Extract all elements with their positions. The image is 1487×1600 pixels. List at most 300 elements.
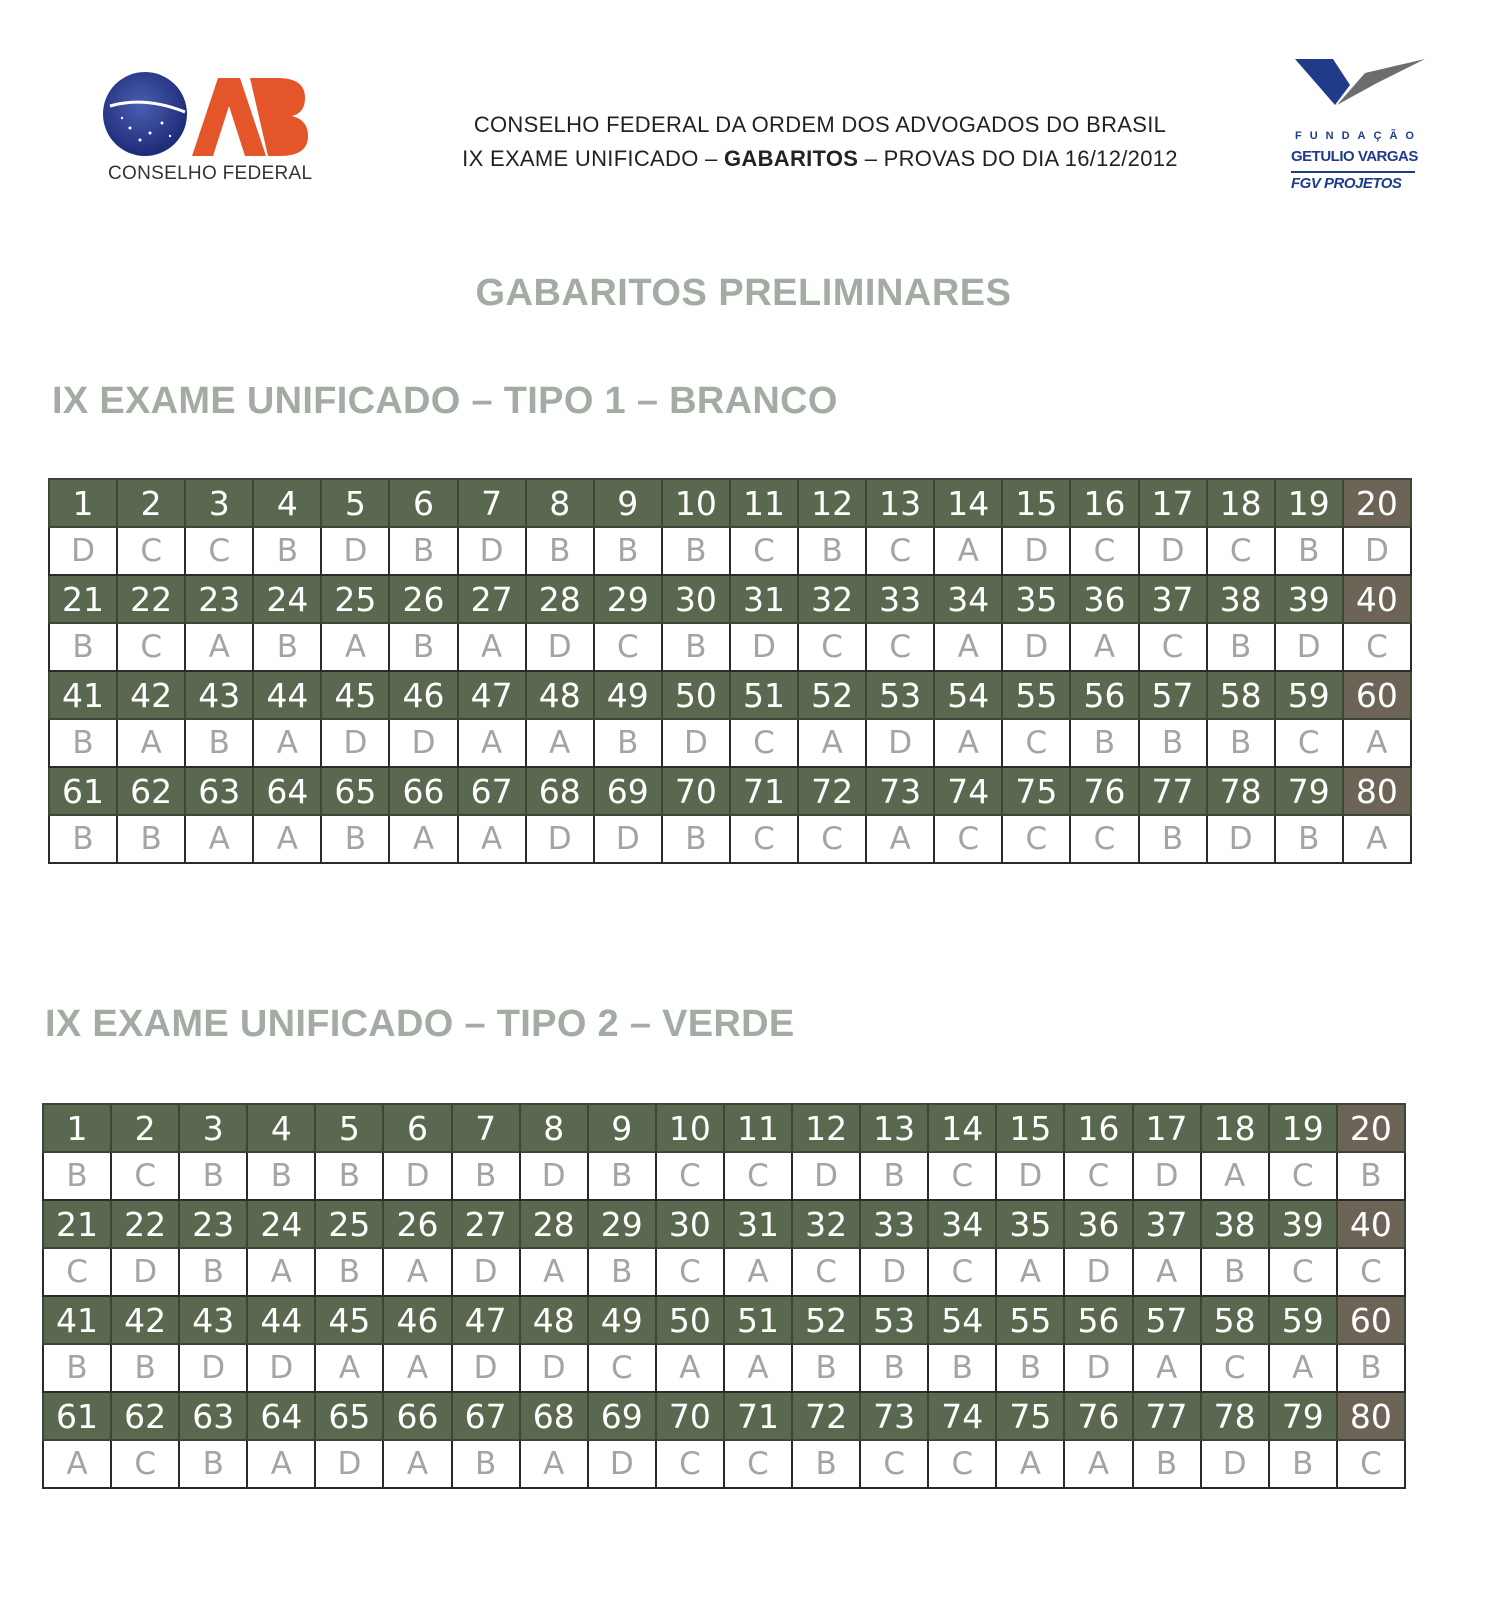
answer-cell: D bbox=[321, 719, 389, 767]
answer-cell: A bbox=[389, 815, 457, 863]
question-number-cell: 78 bbox=[1201, 1392, 1269, 1440]
question-number-cell: 12 bbox=[792, 1104, 860, 1152]
question-number-cell: 1 bbox=[43, 1104, 111, 1152]
answer-cell: A bbox=[43, 1440, 111, 1488]
answer-cell: B bbox=[1139, 815, 1207, 863]
question-number-cell: 49 bbox=[588, 1296, 656, 1344]
question-number-cell: 43 bbox=[179, 1296, 247, 1344]
answer-cell: D bbox=[662, 719, 730, 767]
answer-cell: C bbox=[1002, 719, 1070, 767]
answer-cell: B bbox=[247, 1152, 315, 1200]
answer-cell: B bbox=[321, 815, 389, 863]
question-number-cell: 4 bbox=[253, 479, 321, 527]
question-number-cell: 48 bbox=[526, 671, 594, 719]
answer-cell: A bbox=[934, 719, 1002, 767]
question-number-cell: 6 bbox=[389, 479, 457, 527]
question-number-cell: 28 bbox=[526, 575, 594, 623]
answer-cell: D bbox=[179, 1344, 247, 1392]
question-number-cell: 3 bbox=[185, 479, 253, 527]
answer-cell: B bbox=[185, 719, 253, 767]
question-number-cell: 2 bbox=[117, 479, 185, 527]
question-number-cell: 8 bbox=[520, 1104, 588, 1152]
question-number-cell: 67 bbox=[458, 767, 526, 815]
answer-cell: C bbox=[656, 1248, 724, 1296]
answer-cell: B bbox=[526, 527, 594, 575]
question-number-cell: 23 bbox=[179, 1200, 247, 1248]
question-number-cell: 60 bbox=[1343, 671, 1411, 719]
answer-row bbox=[49, 719, 1411, 767]
question-number-cell: 9 bbox=[588, 1104, 656, 1152]
question-number-cell: 74 bbox=[934, 767, 1002, 815]
answer-cell: A bbox=[1343, 719, 1411, 767]
answer-cell: D bbox=[1002, 623, 1070, 671]
question-number-cell: 63 bbox=[185, 767, 253, 815]
question-number-cell: 51 bbox=[730, 671, 798, 719]
question-number-cell: 47 bbox=[452, 1296, 520, 1344]
answer-cell: B bbox=[860, 1344, 928, 1392]
answer-cell: C bbox=[117, 623, 185, 671]
question-number-row bbox=[43, 1392, 1405, 1440]
oab-logo bbox=[100, 68, 320, 198]
question-number-cell: 29 bbox=[594, 575, 662, 623]
answer-cell: D bbox=[315, 1440, 383, 1488]
question-number-cell: 53 bbox=[860, 1296, 928, 1344]
question-number-row bbox=[43, 1104, 1405, 1152]
answer-cell: D bbox=[1133, 1152, 1201, 1200]
question-number-cell: 65 bbox=[315, 1392, 383, 1440]
answer-cell: A bbox=[117, 719, 185, 767]
answer-cell: B bbox=[1269, 1440, 1337, 1488]
question-number-cell: 80 bbox=[1337, 1392, 1405, 1440]
question-number-row bbox=[43, 1296, 1405, 1344]
question-number-cell: 25 bbox=[315, 1200, 383, 1248]
question-number-cell: 79 bbox=[1269, 1392, 1337, 1440]
question-number-cell: 31 bbox=[724, 1200, 792, 1248]
answer-cell: D bbox=[594, 815, 662, 863]
question-number-cell: 57 bbox=[1133, 1296, 1201, 1344]
question-number-cell: 60 bbox=[1337, 1296, 1405, 1344]
answer-cell: D bbox=[792, 1152, 860, 1200]
question-number-cell: 43 bbox=[185, 671, 253, 719]
answer-cell: C bbox=[1343, 623, 1411, 671]
fgv-logo bbox=[1285, 55, 1445, 205]
answer-cell: D bbox=[389, 719, 457, 767]
question-number-cell: 79 bbox=[1275, 767, 1343, 815]
answer-key-table-tipo-1 bbox=[48, 478, 1412, 864]
question-number-cell: 6 bbox=[383, 1104, 451, 1152]
answer-cell: C bbox=[111, 1152, 179, 1200]
question-number-cell: 56 bbox=[1064, 1296, 1132, 1344]
answer-cell: B bbox=[43, 1344, 111, 1392]
answer-cell: B bbox=[389, 527, 457, 575]
answer-cell: A bbox=[934, 623, 1002, 671]
question-number-cell: 23 bbox=[185, 575, 253, 623]
answer-cell: B bbox=[662, 623, 730, 671]
fgv-line-2: GETULIO VARGAS bbox=[1291, 148, 1418, 165]
answer-cell: A bbox=[315, 1344, 383, 1392]
answer-cell: C bbox=[928, 1248, 996, 1296]
answer-cell: C bbox=[656, 1440, 724, 1488]
question-number-cell: 9 bbox=[594, 479, 662, 527]
question-number-cell: 22 bbox=[117, 575, 185, 623]
answer-cell: B bbox=[49, 815, 117, 863]
answer-cell: B bbox=[798, 527, 866, 575]
question-number-cell: 1 bbox=[49, 479, 117, 527]
question-number-cell: 46 bbox=[383, 1296, 451, 1344]
question-number-cell: 46 bbox=[389, 671, 457, 719]
question-number-cell: 44 bbox=[253, 671, 321, 719]
answer-cell: C bbox=[1064, 1152, 1132, 1200]
answer-cell: B bbox=[1337, 1344, 1405, 1392]
answer-cell: C bbox=[594, 623, 662, 671]
answer-cell: D bbox=[1139, 527, 1207, 575]
answer-cell: A bbox=[185, 623, 253, 671]
answer-cell: C bbox=[860, 1440, 928, 1488]
answer-cell: C bbox=[730, 527, 798, 575]
question-number-cell: 11 bbox=[724, 1104, 792, 1152]
question-number-cell: 52 bbox=[792, 1296, 860, 1344]
answer-cell: D bbox=[526, 815, 594, 863]
answer-cell: A bbox=[526, 719, 594, 767]
answer-cell: D bbox=[452, 1344, 520, 1392]
answer-cell: C bbox=[1275, 719, 1343, 767]
question-number-cell: 24 bbox=[247, 1200, 315, 1248]
question-number-cell: 5 bbox=[315, 1104, 383, 1152]
answer-cell: D bbox=[452, 1248, 520, 1296]
question-number-cell: 30 bbox=[656, 1200, 724, 1248]
question-number-cell: 24 bbox=[253, 575, 321, 623]
fgv-line-3: FGV PROJETOS bbox=[1291, 175, 1402, 192]
answer-cell: A bbox=[656, 1344, 724, 1392]
question-number-cell: 75 bbox=[996, 1392, 1064, 1440]
question-number-cell: 36 bbox=[1064, 1200, 1132, 1248]
page-header bbox=[0, 0, 1487, 230]
answer-cell: B bbox=[179, 1440, 247, 1488]
question-number-cell: 69 bbox=[588, 1392, 656, 1440]
question-number-row bbox=[49, 479, 1411, 527]
answer-cell: D bbox=[866, 719, 934, 767]
question-number-cell: 39 bbox=[1275, 575, 1343, 623]
answer-cell: A bbox=[996, 1248, 1064, 1296]
answer-cell: B bbox=[1275, 527, 1343, 575]
question-number-cell: 68 bbox=[520, 1392, 588, 1440]
question-number-cell: 7 bbox=[452, 1104, 520, 1152]
question-number-cell: 58 bbox=[1201, 1296, 1269, 1344]
answer-cell: D bbox=[383, 1152, 451, 1200]
question-number-cell: 55 bbox=[996, 1296, 1064, 1344]
question-number-cell: 29 bbox=[588, 1200, 656, 1248]
question-number-cell: 51 bbox=[724, 1296, 792, 1344]
answer-cell: C bbox=[588, 1344, 656, 1392]
answer-cell: B bbox=[179, 1152, 247, 1200]
question-number-cell: 19 bbox=[1269, 1104, 1337, 1152]
question-number-cell: 57 bbox=[1139, 671, 1207, 719]
question-number-cell: 71 bbox=[724, 1392, 792, 1440]
question-number-cell: 18 bbox=[1201, 1104, 1269, 1152]
answer-row bbox=[43, 1440, 1405, 1488]
question-number-cell: 21 bbox=[49, 575, 117, 623]
answer-cell: D bbox=[247, 1344, 315, 1392]
answer-cell: A bbox=[253, 815, 321, 863]
answer-cell: D bbox=[526, 623, 594, 671]
answer-cell: A bbox=[724, 1248, 792, 1296]
question-number-cell: 40 bbox=[1343, 575, 1411, 623]
answer-cell: B bbox=[1207, 623, 1275, 671]
question-number-cell: 36 bbox=[1070, 575, 1138, 623]
question-number-cell: 32 bbox=[792, 1200, 860, 1248]
question-number-cell: 54 bbox=[928, 1296, 996, 1344]
question-number-cell: 56 bbox=[1070, 671, 1138, 719]
answer-cell: B bbox=[1070, 719, 1138, 767]
question-number-cell: 22 bbox=[111, 1200, 179, 1248]
answer-cell: D bbox=[1002, 527, 1070, 575]
question-number-cell: 69 bbox=[594, 767, 662, 815]
question-number-cell: 48 bbox=[520, 1296, 588, 1344]
answer-cell: A bbox=[253, 719, 321, 767]
answer-row bbox=[43, 1248, 1405, 1296]
answer-cell: A bbox=[866, 815, 934, 863]
question-number-row bbox=[49, 767, 1411, 815]
question-number-cell: 4 bbox=[247, 1104, 315, 1152]
question-number-cell: 53 bbox=[866, 671, 934, 719]
answer-cell: A bbox=[1343, 815, 1411, 863]
answer-cell: B bbox=[111, 1344, 179, 1392]
fgv-emblem-icon bbox=[1295, 55, 1425, 115]
answer-cell: C bbox=[792, 1248, 860, 1296]
answer-cell: A bbox=[1133, 1248, 1201, 1296]
question-number-cell: 76 bbox=[1070, 767, 1138, 815]
answer-cell: B bbox=[588, 1152, 656, 1200]
answer-cell: C bbox=[798, 623, 866, 671]
question-number-cell: 32 bbox=[798, 575, 866, 623]
answer-cell: B bbox=[49, 623, 117, 671]
question-number-cell: 45 bbox=[321, 671, 389, 719]
answer-cell: B bbox=[996, 1344, 1064, 1392]
answer-cell: B bbox=[792, 1440, 860, 1488]
question-number-cell: 76 bbox=[1064, 1392, 1132, 1440]
answer-cell: C bbox=[1337, 1248, 1405, 1296]
answer-cell: A bbox=[383, 1248, 451, 1296]
answer-cell: A bbox=[383, 1344, 451, 1392]
answer-cell: D bbox=[520, 1152, 588, 1200]
answer-cell: C bbox=[1201, 1344, 1269, 1392]
answer-cell: C bbox=[185, 527, 253, 575]
question-number-cell: 72 bbox=[798, 767, 866, 815]
question-number-cell: 14 bbox=[928, 1104, 996, 1152]
question-number-cell: 61 bbox=[43, 1392, 111, 1440]
question-number-cell: 45 bbox=[315, 1296, 383, 1344]
question-number-cell: 41 bbox=[43, 1296, 111, 1344]
answer-cell: C bbox=[730, 719, 798, 767]
answer-cell: D bbox=[1064, 1248, 1132, 1296]
answer-cell: C bbox=[724, 1440, 792, 1488]
question-number-cell: 68 bbox=[526, 767, 594, 815]
question-number-cell: 64 bbox=[253, 767, 321, 815]
answer-cell: D bbox=[520, 1344, 588, 1392]
oab-emblem-icon bbox=[100, 68, 310, 163]
question-number-cell: 31 bbox=[730, 575, 798, 623]
question-number-cell: 17 bbox=[1133, 1104, 1201, 1152]
question-number-cell: 50 bbox=[656, 1296, 724, 1344]
question-number-cell: 77 bbox=[1139, 767, 1207, 815]
question-number-cell: 20 bbox=[1343, 479, 1411, 527]
answer-cell: A bbox=[798, 719, 866, 767]
question-number-cell: 38 bbox=[1201, 1200, 1269, 1248]
question-number-cell: 47 bbox=[458, 671, 526, 719]
answer-cell: A bbox=[458, 623, 526, 671]
question-number-cell: 50 bbox=[662, 671, 730, 719]
answer-row bbox=[49, 815, 1411, 863]
answer-cell: B bbox=[452, 1152, 520, 1200]
question-number-cell: 15 bbox=[996, 1104, 1064, 1152]
question-number-cell: 19 bbox=[1275, 479, 1343, 527]
answer-cell: B bbox=[1207, 719, 1275, 767]
question-number-cell: 52 bbox=[798, 671, 866, 719]
question-number-cell: 59 bbox=[1275, 671, 1343, 719]
question-number-cell: 35 bbox=[996, 1200, 1064, 1248]
answer-cell: B bbox=[928, 1344, 996, 1392]
answer-cell: C bbox=[1002, 815, 1070, 863]
header-line-2: IX EXAME UNIFICADO – GABARITOS – PROVAS DO DIA 16/12/2012 bbox=[462, 146, 1178, 171]
answer-cell: B bbox=[452, 1440, 520, 1488]
section-title-tipo-1: IX EXAME UNIFICADO – TIPO 1 – BRANCO bbox=[52, 380, 838, 422]
question-number-cell: 8 bbox=[526, 479, 594, 527]
answer-key-table-tipo-2 bbox=[42, 1103, 1406, 1489]
question-number-cell: 34 bbox=[934, 575, 1002, 623]
answer-cell: B bbox=[315, 1152, 383, 1200]
answer-row bbox=[43, 1152, 1405, 1200]
question-number-cell: 67 bbox=[452, 1392, 520, 1440]
answer-cell: C bbox=[724, 1152, 792, 1200]
question-number-cell: 80 bbox=[1343, 767, 1411, 815]
answer-cell: A bbox=[321, 623, 389, 671]
answer-cell: B bbox=[588, 1248, 656, 1296]
answer-cell: A bbox=[1201, 1152, 1269, 1200]
answer-cell: D bbox=[860, 1248, 928, 1296]
question-number-cell: 71 bbox=[730, 767, 798, 815]
answer-cell: A bbox=[1269, 1344, 1337, 1392]
answer-cell: C bbox=[1269, 1248, 1337, 1296]
question-number-cell: 66 bbox=[383, 1392, 451, 1440]
question-number-cell: 59 bbox=[1269, 1296, 1337, 1344]
answer-cell: D bbox=[588, 1440, 656, 1488]
question-number-cell: 17 bbox=[1139, 479, 1207, 527]
answer-cell: A bbox=[724, 1344, 792, 1392]
answer-cell: D bbox=[321, 527, 389, 575]
answer-cell: A bbox=[1133, 1344, 1201, 1392]
oab-caption: CONSELHO FEDERAL bbox=[108, 163, 313, 184]
question-number-cell: 10 bbox=[662, 479, 730, 527]
header-line-1: CONSELHO FEDERAL DA ORDEM DOS ADVOGADOS DO BRASIL bbox=[473, 112, 1167, 137]
fgv-divider bbox=[1291, 171, 1415, 173]
question-number-cell: 28 bbox=[520, 1200, 588, 1248]
answer-cell: C bbox=[656, 1152, 724, 1200]
answer-cell: C bbox=[928, 1152, 996, 1200]
question-number-cell: 2 bbox=[111, 1104, 179, 1152]
question-number-cell: 18 bbox=[1207, 479, 1275, 527]
answer-cell: C bbox=[1337, 1440, 1405, 1488]
answer-cell: B bbox=[594, 719, 662, 767]
question-number-cell: 34 bbox=[928, 1200, 996, 1248]
answer-cell: A bbox=[247, 1248, 315, 1296]
answer-cell: C bbox=[730, 815, 798, 863]
question-number-cell: 78 bbox=[1207, 767, 1275, 815]
answer-cell: B bbox=[117, 815, 185, 863]
page-title: GABARITOS PRELIMINARES bbox=[475, 272, 1012, 314]
answer-cell: B bbox=[49, 719, 117, 767]
answer-cell: D bbox=[1275, 623, 1343, 671]
question-number-cell: 74 bbox=[928, 1392, 996, 1440]
question-number-cell: 42 bbox=[111, 1296, 179, 1344]
question-number-cell: 25 bbox=[321, 575, 389, 623]
question-number-cell: 70 bbox=[662, 767, 730, 815]
question-number-cell: 77 bbox=[1133, 1392, 1201, 1440]
question-number-cell: 37 bbox=[1139, 575, 1207, 623]
answer-cell: C bbox=[866, 527, 934, 575]
answer-cell: C bbox=[1269, 1152, 1337, 1200]
answer-cell: B bbox=[315, 1248, 383, 1296]
question-number-cell: 58 bbox=[1207, 671, 1275, 719]
question-number-cell: 16 bbox=[1064, 1104, 1132, 1152]
answer-cell: D bbox=[1207, 815, 1275, 863]
answer-cell: B bbox=[253, 527, 321, 575]
answer-cell: C bbox=[1070, 815, 1138, 863]
question-number-row bbox=[49, 575, 1411, 623]
answer-cell: C bbox=[866, 623, 934, 671]
answer-cell: A bbox=[1070, 623, 1138, 671]
answer-cell: B bbox=[253, 623, 321, 671]
answer-cell: C bbox=[117, 527, 185, 575]
question-number-cell: 21 bbox=[43, 1200, 111, 1248]
answer-row bbox=[49, 623, 1411, 671]
answer-cell: A bbox=[1064, 1440, 1132, 1488]
answer-cell: D bbox=[1343, 527, 1411, 575]
question-number-cell: 40 bbox=[1337, 1200, 1405, 1248]
question-number-row bbox=[49, 671, 1411, 719]
question-number-cell: 62 bbox=[117, 767, 185, 815]
answer-cell: D bbox=[111, 1248, 179, 1296]
answer-cell: A bbox=[383, 1440, 451, 1488]
answer-cell: A bbox=[247, 1440, 315, 1488]
answer-cell: B bbox=[1337, 1152, 1405, 1200]
question-number-cell: 72 bbox=[792, 1392, 860, 1440]
question-number-cell: 3 bbox=[179, 1104, 247, 1152]
answer-cell: B bbox=[662, 527, 730, 575]
question-number-cell: 70 bbox=[656, 1392, 724, 1440]
question-number-cell: 37 bbox=[1133, 1200, 1201, 1248]
question-number-cell: 44 bbox=[247, 1296, 315, 1344]
answer-cell: C bbox=[1139, 623, 1207, 671]
answer-cell: B bbox=[1201, 1248, 1269, 1296]
question-number-cell: 61 bbox=[49, 767, 117, 815]
question-number-cell: 33 bbox=[860, 1200, 928, 1248]
answer-cell: C bbox=[1207, 527, 1275, 575]
header-text bbox=[420, 108, 1220, 176]
answer-cell: C bbox=[928, 1440, 996, 1488]
answer-cell: A bbox=[458, 815, 526, 863]
answer-cell: A bbox=[520, 1440, 588, 1488]
question-number-cell: 73 bbox=[860, 1392, 928, 1440]
question-number-cell: 55 bbox=[1002, 671, 1070, 719]
question-number-cell: 33 bbox=[866, 575, 934, 623]
answer-cell: D bbox=[458, 527, 526, 575]
question-number-cell: 38 bbox=[1207, 575, 1275, 623]
answer-cell: C bbox=[111, 1440, 179, 1488]
answer-cell: C bbox=[934, 815, 1002, 863]
answer-cell: A bbox=[458, 719, 526, 767]
answer-cell: A bbox=[185, 815, 253, 863]
question-number-row bbox=[43, 1200, 1405, 1248]
